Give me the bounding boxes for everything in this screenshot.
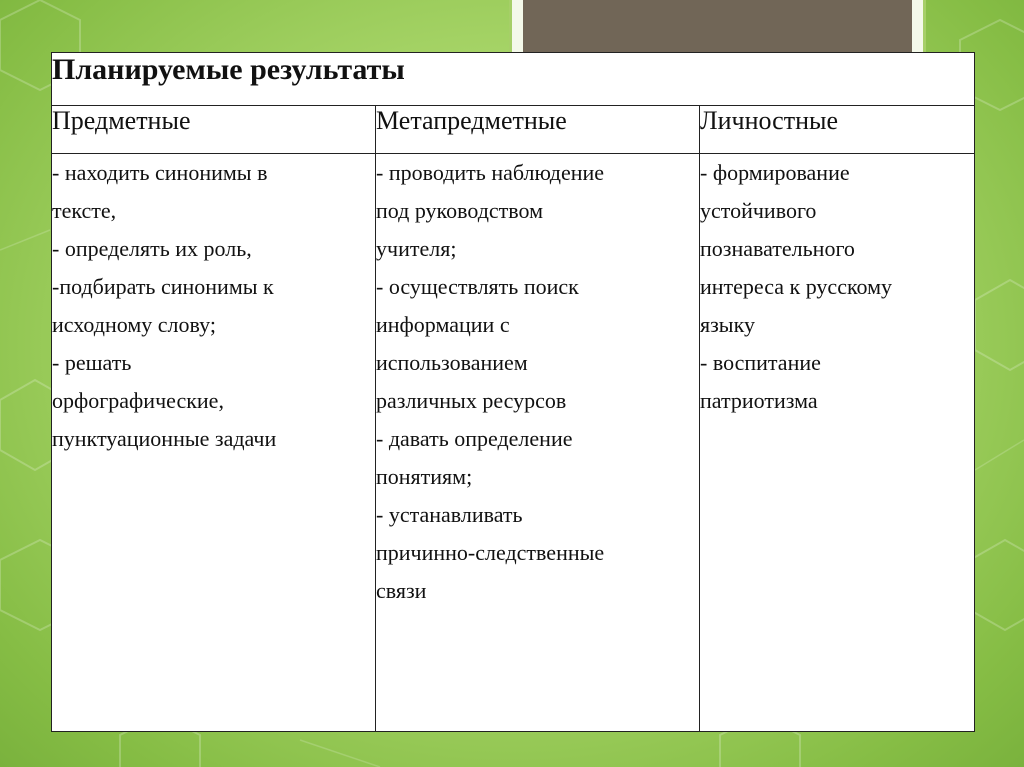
list-item: - решать xyxy=(52,350,132,375)
list-item: - находить синонимы в xyxy=(52,160,268,185)
column-header-subject: Предметные xyxy=(52,106,376,154)
table-body-row xyxy=(52,154,975,732)
cell-subject xyxy=(52,154,376,732)
list-item: - давать определение xyxy=(376,426,573,451)
table-title: Планируемые результаты xyxy=(52,53,975,106)
column-header-personal: Личностные xyxy=(700,106,975,154)
list-item: информации с xyxy=(376,312,510,337)
table-title-row xyxy=(52,53,975,106)
list-item: - проводить наблюдение xyxy=(376,160,605,185)
list-item: учителя; xyxy=(376,236,457,261)
cell-metasubject xyxy=(376,154,700,732)
list-item: использованием xyxy=(376,350,528,375)
list-item: орфографические, xyxy=(52,388,224,413)
list-item: понятиям; xyxy=(376,464,473,489)
list-item: познавательного xyxy=(700,236,855,261)
list-item: -подбирать синонимы к xyxy=(52,274,274,299)
list-item: причинно-следственные xyxy=(376,540,605,565)
cell-personal xyxy=(700,154,975,732)
list-item: интереса к русскому xyxy=(700,274,893,299)
results-table xyxy=(51,52,975,732)
list-item: связи xyxy=(376,578,427,603)
list-item: исходному слову; xyxy=(52,312,216,337)
list-item: устойчивого xyxy=(700,198,817,223)
list-item: тексте, xyxy=(52,198,117,223)
list-item: - устанавливать xyxy=(376,502,523,527)
list-item: - осуществлять поиск xyxy=(376,274,579,299)
list-item: - определять их роль, xyxy=(52,236,252,261)
list-item: различных ресурсов xyxy=(376,388,567,413)
table-header-row xyxy=(52,106,975,154)
list-item: - формирование xyxy=(700,160,850,185)
list-item: под руководством xyxy=(376,198,544,223)
list-item: - воспитание xyxy=(700,350,821,375)
column-header-metasubject: Метапредметные xyxy=(376,106,700,154)
list-item: языку xyxy=(700,312,755,337)
list-item: пунктуационные задачи xyxy=(52,426,277,451)
list-item: патриотизма xyxy=(700,388,818,413)
